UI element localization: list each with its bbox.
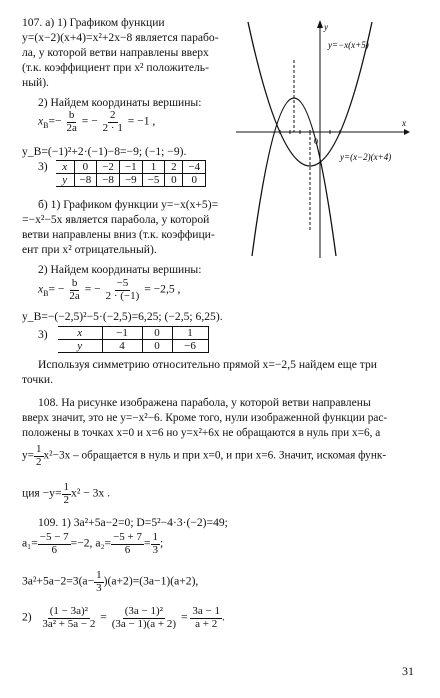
p107-line-1: 107. а) 1) Графиком функции (22, 16, 165, 29)
p107-line-5: ный). (22, 76, 49, 89)
p108-line-5: ция −y= $\frac{1}{2}$ x² − 3x . (22, 481, 111, 506)
table-row: x −1 0 1 (58, 327, 208, 340)
vertex-y-formula-a: y_B=(−1)²+2·(−1)−8=−9; (−1; −9). (22, 145, 187, 158)
p107-line-2: y=(x−2)(x+4)=x²+2x−8 является парабо- (22, 31, 219, 44)
p107-line-6: 2) Найдем координаты вершины: (38, 96, 202, 109)
p107b-line-2: =−x²−5x является парабола, у которой (22, 213, 210, 226)
table-2-label: 3) (38, 328, 48, 341)
values-table-1 (56, 160, 206, 187)
p107-line-3: ла, у которой ветви направлены вверх (22, 46, 209, 59)
values-table-2 (58, 326, 209, 353)
p107b-line-1: б) 1) Графиком функции y=−x(x+5)= (38, 198, 219, 211)
table-1-label: 3) (38, 160, 48, 173)
p109-simplification: 2) $\frac{\text{(1 − 3a)²}}{\text{3a² + 5a − 2}}$ = $\frac{\text{(3a − 1)²}}{(3a - 1)(a + 2)}$ = $\frac{3a - 1}{a + 2}$ . (22, 605, 225, 630)
p107b-line-4: ент при x² отрицательный). (22, 243, 157, 256)
table-row: x 0 −2 −1 1 2 −4 (56, 161, 206, 174)
label-parabola-down: y=−x(x+5) (328, 40, 369, 50)
p109-roots: a₁= $\frac{-5 - 7}{6}$ =−2, a₂= $\frac{-5 + 7}{6}$ = $\frac{1}{3}$ ; (22, 531, 164, 556)
vertex-x-formula-b: $x_B=$ − $\frac{b}{2a}$ = − $\frac{-5}{2 \cdot (-1)}$ = −2,5 , (38, 277, 181, 302)
symmetry-line-1: Используя симметрию относительно прямой x=−2,5 найдем еще три (38, 358, 377, 371)
p107-line-4: (т.к. коэффициент при x² положитель- (22, 61, 209, 74)
y-axis-arrow (317, 20, 323, 28)
label-parabola-up: y=(x−2)(x+4) (340, 152, 392, 162)
table-row: y −8 −8 −9 −5 0 0 (56, 174, 206, 187)
p108-line-4: y= $\frac{1}{2}$ x²−3x – обращается в нуль и при x=0, и при x=6. Значит, искомая функ- (22, 443, 387, 468)
vertex-y-formula-b: y_B=−(−2,5)²−5·(−2,5)=6,25; (−2,5; 6,25). (22, 310, 223, 323)
x-axis-arrow (404, 129, 410, 135)
p109-line-1: 109. 1) 3a²+5a−2=0; D=5²−4·3·(−2)=49; (38, 516, 228, 529)
table-row: y 4 0 −6 (58, 340, 208, 353)
p108-line-1: 108. На рисунке изображена парабола, у которой ветви направлены (38, 396, 371, 409)
p108-line-2: вверх значит, это не y=−x²−6. Кроме того, нули изображенной функции рас- (22, 412, 388, 424)
vertex-x-formula-a: $x_B=-$ $\frac{b}{2a}$ = − $\frac{2}{2 \cdot 1}$ = −1 , (38, 109, 156, 134)
parabola-graph (232, 20, 412, 260)
symmetry-line-2: точки. (22, 373, 53, 386)
p107b-line-3: ветви направлены вниз (т.к. коэффици- (22, 228, 215, 241)
p107b-line-5: 2) Найдем координаты вершины: (38, 263, 202, 276)
page-number: 31 (402, 664, 414, 678)
y-axis-label: y (324, 22, 328, 32)
p108-line-3: положены в точках x=0 и x=6 но y=x²+6x не обращаются в нуль при x=6, а (22, 427, 381, 439)
p109-factorization: 3a²+5a−2=3(a− $\frac{1}{3}$ )(a+2)=(3a−1)(a+2), (22, 569, 199, 594)
origin-label: 0 (314, 137, 318, 146)
x-axis-label: x (402, 118, 406, 128)
